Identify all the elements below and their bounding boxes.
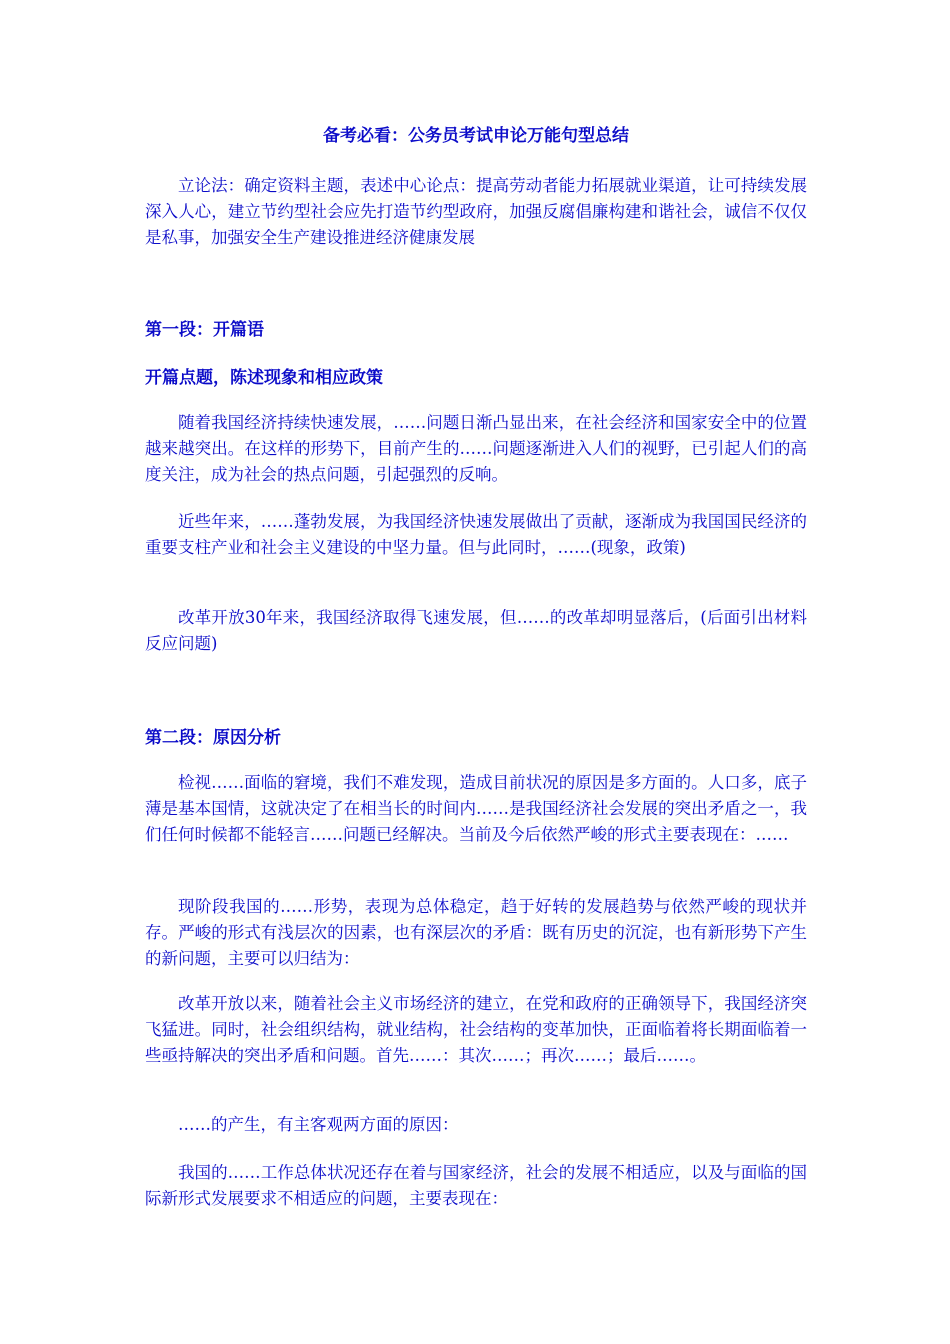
section1-paragraph-2: 近些年来，……蓬勃发展，为我国经济快速发展做出了贡献，逐渐成为我国国民经济的重要支柱产业和社会主义建设的中坚力量。但与此同时，……(现象，政策) — [145, 512, 807, 557]
section2-paragraph-1: 检视……面临的窘境，我们不难发现，造成目前状况的原因是多方面的。人口多，底子薄是基本国情，这就决定了在相当长的时间内……是我国经济社会发展的突出矛盾之一，我们任何时候都不能轻言……问题已经解决。当前及今后依然严峻的形式主要表现在：…… — [145, 773, 807, 844]
intro-paragraph: 立论法：确定资料主题，表述中心论点：提高劳动者能力拓展就业渠道，让可持续发展深入人心，建立节约型社会应先打造节约型政府，加强反腐倡廉构建和谐社会，诚信不仅仅是私事，加强安全生产建设推进经济健康发展 — [145, 176, 807, 247]
section2-paragraph-5: 我国的……工作总体状况还存在着与国家经济，社会的发展不相适应，以及与面临的国际新形式发展要求不相适应的问题，主要表现在： — [145, 1163, 807, 1208]
section1-paragraph-1: 随着我国经济持续快速发展，……问题日渐凸显出来，在社会经济和国家安全中的位置越来越突出。在这样的形势下，目前产生的……问题逐渐进入人们的视野，已引起人们的高度关注，成为社会的热点问题，引起强烈的反响。 — [145, 413, 807, 484]
section2-paragraph-2: 现阶段我国的……形势，表现为总体稳定，趋于好转的发展趋势与依然严峻的现状并存。严峻的形式有浅层次的因素，也有深层次的矛盾：既有历史的沉淀，也有新形势下产生的新问题，主要可以归结为： — [145, 897, 807, 968]
section2-paragraph-3: 改革开放以来，随着社会主义市场经济的建立，在党和政府的正确领导下，我国经济突飞猛进。同时，社会组织结构，就业结构，社会结构的变革加快，正面临着将长期面临着一些亟持解决的突出矛盾和问题。首先……：其次……；再次……；最后……。 — [145, 994, 807, 1065]
section2-heading: 第二段：原因分析 — [145, 728, 281, 748]
page-title: 备考必看：公务员考试申论万能句型总结 — [323, 126, 629, 146]
section1-subheading: 开篇点题，陈述现象和相应政策 — [145, 368, 383, 388]
section1-paragraph-3: 改革开放30年来，我国经济取得飞速发展，但……的改革却明显落后，(后面引出材料反应问题) — [145, 608, 807, 653]
section2-paragraph-4: ……的产生，有主客观两方面的原因： — [178, 1115, 459, 1134]
section1-heading: 第一段：开篇语 — [145, 320, 264, 340]
